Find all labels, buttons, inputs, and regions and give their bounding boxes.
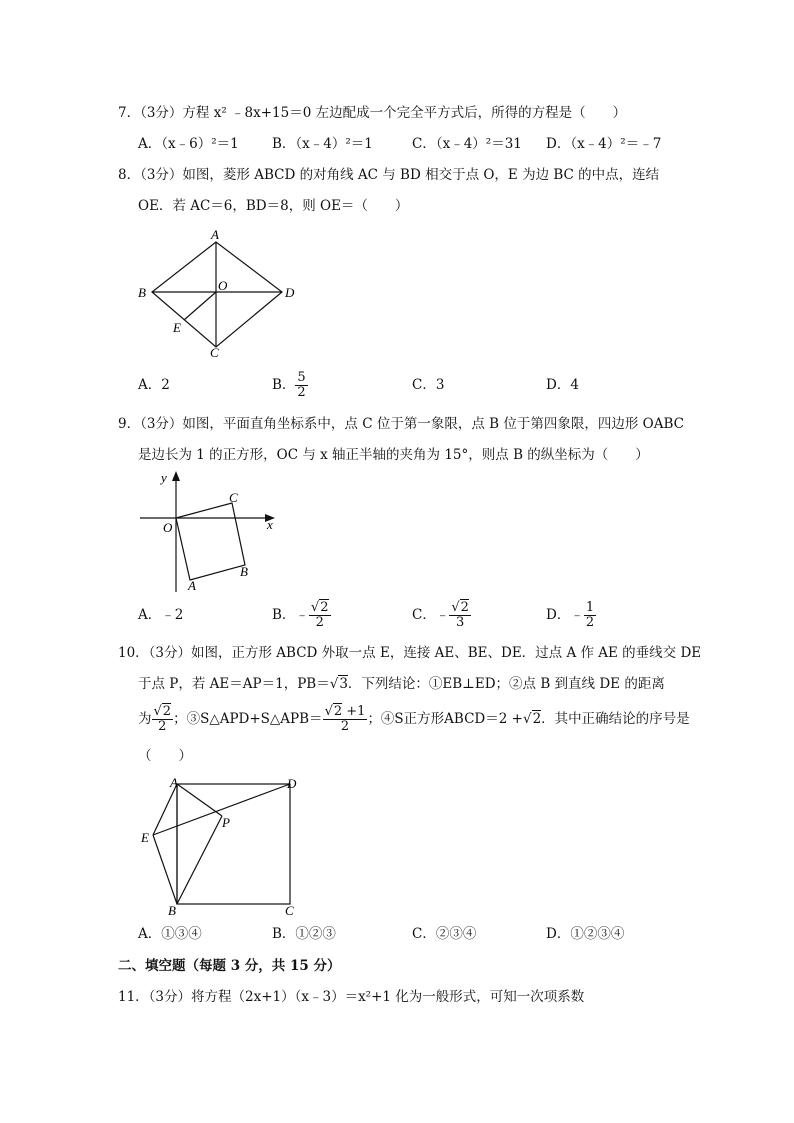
q10-stem-line4: （ ） bbox=[138, 748, 192, 764]
q8-option-b-fraction bbox=[295, 371, 307, 400]
q9-option-b-numerator: √2 bbox=[310, 600, 329, 615]
q10-area-numerator-tail: +1 bbox=[342, 704, 366, 719]
q10-area-denominator: 2 bbox=[340, 719, 350, 734]
q10-stem-line2: 于点 P，若 AE＝AP＝1，PB＝√3．下列结论：①EB⊥ED；②点 B 到直线 DE 的距离 bbox=[138, 676, 665, 692]
section-2-heading: 二、填空题（每题 3 分，共 15 分） bbox=[118, 958, 341, 974]
q7-option-c: C．（x﹣4）²＝31 bbox=[412, 136, 522, 152]
q9-option-c-fraction bbox=[449, 601, 471, 630]
q9-option-b-label: B．﹣ bbox=[272, 607, 309, 623]
q9-stem-line1: 9．（3分）如图，平面直角坐标系中，点 C 位于第一象限，点 B 位于第四象限，四边形 OABC bbox=[118, 416, 684, 432]
q10-stem-line3-square: ；④S正方形ABCD＝2 + bbox=[367, 711, 523, 727]
q7-option-a: A．（x﹣6）²＝1 bbox=[138, 136, 239, 152]
q9-label-b: B bbox=[240, 564, 248, 579]
q9-option-c bbox=[412, 597, 471, 633]
q10-stem-line3-area: ；③S△APD+S△APB＝ bbox=[173, 711, 323, 727]
q9-option-c-root: 2 bbox=[460, 600, 469, 615]
q10-distance-root: 2 bbox=[162, 704, 172, 719]
q9-option-b-fraction bbox=[309, 601, 331, 630]
q9-label-c: C bbox=[229, 490, 238, 505]
q8-option-b-denominator: 2 bbox=[297, 385, 306, 400]
q10-area-root: 2 bbox=[333, 704, 343, 719]
q10-distance-fraction bbox=[152, 705, 174, 734]
q9-option-c-denominator: 3 bbox=[455, 615, 465, 630]
q10-distance-denominator: 2 bbox=[158, 719, 167, 734]
q10-label-c: C bbox=[285, 903, 294, 918]
q10-stem-line2-start: 于点 P，若 AE＝AP＝1，PB＝ bbox=[138, 676, 330, 692]
q10-area-fraction bbox=[323, 705, 368, 734]
q10-option-c: C．②③④ bbox=[412, 926, 477, 942]
q10-option-a: A．①③④ bbox=[138, 926, 202, 942]
q10-option-b: B．①②③ bbox=[272, 926, 336, 942]
q9-label-a: A bbox=[188, 578, 196, 593]
q10-label-a: A bbox=[170, 775, 178, 790]
q9-option-d bbox=[546, 597, 596, 633]
q9-label-o: O bbox=[163, 520, 173, 535]
q10-label-e: E bbox=[141, 830, 149, 845]
q7-option-d: D．（x﹣4）²＝﹣7 bbox=[546, 136, 662, 152]
q8-label-c: C bbox=[210, 345, 219, 360]
q9-option-d-fraction bbox=[584, 601, 596, 630]
q10-label-b: B bbox=[168, 903, 176, 918]
q8-stem-line2: OE．若 AC＝6，BD＝8，则 OE＝（ ） bbox=[138, 198, 409, 214]
q9-option-a: A．﹣2 bbox=[138, 607, 184, 623]
q10-square-figure bbox=[135, 772, 305, 920]
q8-option-c: C．3 bbox=[412, 377, 445, 393]
q9-label-y: y bbox=[161, 470, 167, 485]
q9-option-c-label: C．﹣ bbox=[412, 607, 450, 623]
q10-area-numerator: √2 +1 bbox=[324, 704, 366, 719]
q8-option-a: A．2 bbox=[138, 377, 170, 393]
q9-coordinate-figure bbox=[135, 468, 285, 596]
q8-label-e: E bbox=[173, 320, 181, 335]
q8-stem-line1: 8．（3分）如图，菱形 ABCD 的对角线 AC 与 BD 相交于点 O，E 为边 BC 的中点，连结 bbox=[118, 167, 660, 183]
q10-stem-line3-end: ．其中正确结论的序号是 bbox=[541, 711, 690, 727]
q10-stem-line3: 为 $\frac{√2}{2}$ ；③S△APD+S△APB＝ $\frac{√2 +1}{2}$ ；④S正方形ABCD＝2 +√2．其中正确结论的序号是 bbox=[138, 704, 690, 734]
q9-option-b bbox=[272, 597, 331, 633]
q10-square-root: 2 bbox=[532, 711, 542, 727]
q9-option-c-numerator: √2 bbox=[451, 600, 469, 615]
q9-option-b-root: 2 bbox=[320, 600, 329, 615]
q8-option-d: D．4 bbox=[546, 377, 579, 393]
q8-label-b: B bbox=[138, 285, 146, 300]
q8-rhombus-figure bbox=[130, 225, 310, 365]
q10-pb-root: 3 bbox=[339, 676, 348, 692]
q9-option-d-denominator: 2 bbox=[585, 615, 595, 630]
q10-label-p: P bbox=[222, 815, 230, 830]
q10-stem-line1: 10．（3分）如图，正方形 ABCD 外取一点 E，连接 AE、BE、DE．过点 A 作 AE 的垂线交 DE bbox=[118, 645, 702, 661]
q9-option-d-numerator: 1 bbox=[585, 600, 595, 615]
q10-distance-numerator: √2 bbox=[153, 704, 172, 719]
q11-stem: 11．（3分）将方程（2x+1）（x﹣3）＝x²+1 化为一般形式，可知一次项系数 bbox=[118, 989, 585, 1005]
q7-option-b: B．（x﹣4）²＝1 bbox=[272, 136, 373, 152]
q9-label-x: x bbox=[267, 517, 273, 532]
q7-stem: 7．（3分）方程 x² ﹣8x+15＝0 左边配成一个完全平方式后，所得的方程是（ ） bbox=[118, 105, 627, 121]
q8-option-b-label: B． bbox=[272, 377, 296, 393]
q9-option-d-label: D．﹣ bbox=[546, 607, 584, 623]
q10-label-d: D bbox=[287, 776, 297, 791]
q9-stem-line2: 是边长为 1 的正方形，OC 与 x 轴正半轴的夹角为 15°，则点 B 的纵坐标为（ ） bbox=[138, 447, 649, 463]
q8-option-b bbox=[272, 368, 308, 402]
q8-option-b-numerator: 5 bbox=[297, 370, 306, 385]
q8-label-o: O bbox=[218, 278, 228, 293]
q8-label-a: A bbox=[211, 227, 219, 242]
q9-option-b-denominator: 2 bbox=[315, 615, 324, 630]
q8-label-d: D bbox=[285, 285, 295, 300]
y-axis-arrow-icon bbox=[172, 471, 180, 481]
q10-stem-line2-end: ．下列结论：①EB⊥ED；②点 B 到直线 DE 的距离 bbox=[347, 676, 665, 692]
q10-option-d: D．①②③④ bbox=[546, 926, 625, 942]
q10-stem-line3-start: 为 bbox=[138, 711, 152, 727]
